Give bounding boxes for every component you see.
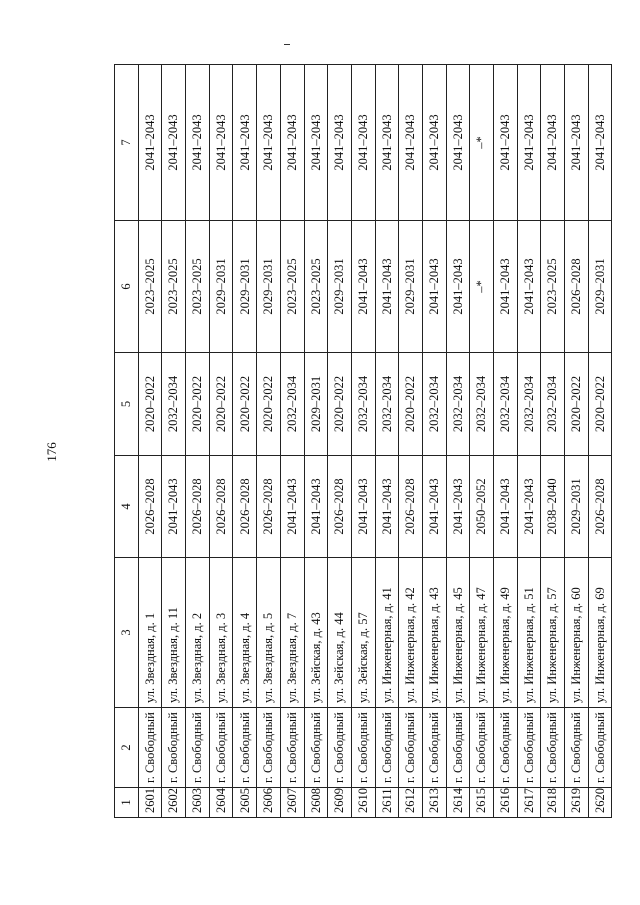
cell-period-col-5: 2020–2022 xyxy=(233,353,257,456)
column-header-5: 5 xyxy=(115,353,139,456)
cell-period-col-5: 2020–2022 xyxy=(565,353,589,456)
table-body xyxy=(138,65,612,818)
cell-period-col-5: 2020–2022 xyxy=(588,353,612,456)
register-table xyxy=(114,64,612,818)
cell-period-col-7: 2041–2043 xyxy=(138,65,162,221)
cell-row-number: 2613 xyxy=(422,788,446,818)
cell-settlement: г. Свободный xyxy=(541,708,565,788)
cell-period-col-7: 2041–2043 xyxy=(446,65,470,221)
cell-settlement: г. Свободный xyxy=(209,708,233,788)
table-row xyxy=(375,65,399,818)
cell-period-col-6: 2041–2043 xyxy=(517,221,541,353)
cell-settlement: г. Свободный xyxy=(233,708,257,788)
cell-settlement: г. Свободный xyxy=(304,708,328,788)
cell-period-col-5: 2032–2034 xyxy=(162,353,186,456)
table-row xyxy=(328,65,352,818)
table-row xyxy=(138,65,162,818)
cell-address: ул. Зейская, д. 44 xyxy=(328,558,352,708)
cell-period-col-4: 2041–2043 xyxy=(304,456,328,558)
cell-period-col-4: 2029–2031 xyxy=(565,456,589,558)
cell-period-col-7: 2041–2043 xyxy=(494,65,518,221)
cell-row-number: 2616 xyxy=(494,788,518,818)
cell-settlement: г. Свободный xyxy=(257,708,281,788)
table-row xyxy=(470,65,494,818)
cell-period-col-5: 2032–2034 xyxy=(375,353,399,456)
cell-period-col-6: 2023–2025 xyxy=(541,221,565,353)
cell-period-col-7: 2041–2043 xyxy=(422,65,446,221)
cell-settlement: г. Свободный xyxy=(494,708,518,788)
cell-address: ул. Инженерная, д. 57 xyxy=(541,558,565,708)
cell-address: ул. Инженерная, д. 43 xyxy=(422,558,446,708)
cell-period-col-6: 2023–2025 xyxy=(162,221,186,353)
cell-settlement: г. Свободный xyxy=(422,708,446,788)
cell-row-number: 2611 xyxy=(375,788,399,818)
cell-settlement: г. Свободный xyxy=(517,708,541,788)
cell-row-number: 2604 xyxy=(209,788,233,818)
table-row xyxy=(541,65,565,818)
table-row xyxy=(351,65,375,818)
cell-period-col-5: 2032–2034 xyxy=(422,353,446,456)
cell-address: ул. Звездная, д. 11 xyxy=(162,558,186,708)
cell-period-col-5: 2032–2034 xyxy=(494,353,518,456)
cell-period-col-4: 2041–2043 xyxy=(517,456,541,558)
cell-period-col-4: 2050–2052 xyxy=(470,456,494,558)
cell-period-col-5: 2032–2034 xyxy=(541,353,565,456)
cell-settlement: г. Свободный xyxy=(162,708,186,788)
cell-row-number: 2618 xyxy=(541,788,565,818)
cell-period-col-5: 2020–2022 xyxy=(209,353,233,456)
cell-row-number: 2607 xyxy=(280,788,304,818)
cell-period-col-6: 2029–2031 xyxy=(588,221,612,353)
cell-settlement: г. Свободный xyxy=(186,708,210,788)
cell-period-col-5: 2032–2034 xyxy=(470,353,494,456)
cell-address: ул. Инженерная, д. 49 xyxy=(494,558,518,708)
cell-row-number: 2615 xyxy=(470,788,494,818)
cell-settlement: г. Свободный xyxy=(399,708,423,788)
column-header-7: 7 xyxy=(115,65,139,221)
cell-period-col-5: 2032–2034 xyxy=(446,353,470,456)
cell-period-col-5: 2020–2022 xyxy=(328,353,352,456)
cell-settlement: г. Свободный xyxy=(588,708,612,788)
cell-period-col-5: 2032–2034 xyxy=(280,353,304,456)
register-table-container xyxy=(114,65,607,818)
cell-row-number: 2608 xyxy=(304,788,328,818)
table-header-row xyxy=(115,65,139,818)
cell-address: ул. Инженерная, д. 69 xyxy=(588,558,612,708)
cell-row-number: 2620 xyxy=(588,788,612,818)
cell-period-col-4: 2041–2043 xyxy=(422,456,446,558)
cell-row-number: 2605 xyxy=(233,788,257,818)
table-row xyxy=(233,65,257,818)
cell-period-col-6: 2041–2043 xyxy=(351,221,375,353)
cell-settlement: г. Свободный xyxy=(446,708,470,788)
cell-address: ул. Звездная, д. 4 xyxy=(233,558,257,708)
cell-period-col-4: 2041–2043 xyxy=(375,456,399,558)
cell-row-number: 2612 xyxy=(399,788,423,818)
cell-period-col-7: 2041–2043 xyxy=(588,65,612,221)
table-row xyxy=(517,65,541,818)
cell-row-number: 2610 xyxy=(351,788,375,818)
cell-address: ул. Звездная, д. 7 xyxy=(280,558,304,708)
cell-period-col-6: 2041–2043 xyxy=(494,221,518,353)
column-header-4: 4 xyxy=(115,456,139,558)
cell-period-col-7: 2041–2043 xyxy=(565,65,589,221)
cell-address: ул. Инженерная, д. 42 xyxy=(399,558,423,708)
cell-period-col-7: 2041–2043 xyxy=(517,65,541,221)
margin-dash-mark xyxy=(284,44,290,45)
cell-period-col-6: 2029–2031 xyxy=(399,221,423,353)
cell-period-col-4: 2041–2043 xyxy=(351,456,375,558)
cell-row-number: 2606 xyxy=(257,788,281,818)
cell-period-col-4: 2026–2028 xyxy=(233,456,257,558)
cell-period-col-5: 2032–2034 xyxy=(351,353,375,456)
cell-period-col-7: 2041–2043 xyxy=(328,65,352,221)
cell-settlement: г. Свободный xyxy=(280,708,304,788)
column-header-3: 3 xyxy=(115,558,139,708)
cell-period-col-4: 2041–2043 xyxy=(162,456,186,558)
cell-row-number: 2617 xyxy=(517,788,541,818)
cell-period-col-4: 2026–2028 xyxy=(186,456,210,558)
cell-address: ул. Зейская, д. 57 xyxy=(351,558,375,708)
cell-address: ул. Инженерная, д. 51 xyxy=(517,558,541,708)
cell-period-col-7: 2041–2043 xyxy=(541,65,565,221)
cell-period-col-6: 2023–2025 xyxy=(186,221,210,353)
cell-period-col-5: 2032–2034 xyxy=(517,353,541,456)
table-row xyxy=(209,65,233,818)
cell-period-col-6: 2029–2031 xyxy=(257,221,281,353)
cell-period-col-6: 2029–2031 xyxy=(233,221,257,353)
cell-period-col-7: 2041–2043 xyxy=(257,65,281,221)
cell-settlement: г. Свободный xyxy=(565,708,589,788)
cell-address: ул. Звездная, д. 1 xyxy=(138,558,162,708)
column-header-2: 2 xyxy=(115,708,139,788)
cell-period-col-4: 2026–2028 xyxy=(138,456,162,558)
cell-period-col-7: 2041–2043 xyxy=(351,65,375,221)
cell-address: ул. Инженерная, д. 45 xyxy=(446,558,470,708)
cell-period-col-4: 2026–2028 xyxy=(588,456,612,558)
page-number: 176 xyxy=(44,442,59,462)
column-header-1: 1 xyxy=(115,788,139,818)
cell-period-col-7: 2041–2043 xyxy=(233,65,257,221)
cell-period-col-5: 2020–2022 xyxy=(138,353,162,456)
cell-period-col-4: 2026–2028 xyxy=(257,456,281,558)
cell-period-col-4: 2038–2040 xyxy=(541,456,565,558)
cell-row-number: 2609 xyxy=(328,788,352,818)
table-row xyxy=(446,65,470,818)
cell-row-number: 2603 xyxy=(186,788,210,818)
cell-period-col-4: 2041–2043 xyxy=(280,456,304,558)
table-row xyxy=(399,65,423,818)
cell-period-col-4: 2041–2043 xyxy=(494,456,518,558)
cell-settlement: г. Свободный xyxy=(351,708,375,788)
cell-period-col-7: 2041–2043 xyxy=(280,65,304,221)
cell-address: ул. Инженерная, д. 47 xyxy=(470,558,494,708)
cell-period-col-4: 2026–2028 xyxy=(328,456,352,558)
cell-period-col-7: 2041–2043 xyxy=(209,65,233,221)
cell-period-col-7: 2041–2043 xyxy=(375,65,399,221)
table-row xyxy=(280,65,304,818)
cell-period-col-6: 2041–2043 xyxy=(422,221,446,353)
cell-period-col-6: 2023–2025 xyxy=(280,221,304,353)
cell-settlement: г. Свободный xyxy=(138,708,162,788)
cell-settlement: г. Свободный xyxy=(375,708,399,788)
cell-period-col-6: –* xyxy=(470,221,494,353)
cell-address: ул. Инженерная, д. 41 xyxy=(375,558,399,708)
table-row xyxy=(162,65,186,818)
cell-settlement: г. Свободный xyxy=(470,708,494,788)
table-row xyxy=(494,65,518,818)
table-row xyxy=(186,65,210,818)
cell-period-col-4: 2026–2028 xyxy=(209,456,233,558)
cell-address: ул. Звездная, д. 2 xyxy=(186,558,210,708)
table-row xyxy=(257,65,281,818)
cell-period-col-5: 2020–2022 xyxy=(399,353,423,456)
cell-row-number: 2602 xyxy=(162,788,186,818)
cell-address: ул. Звездная, д. 3 xyxy=(209,558,233,708)
cell-period-col-7: 2041–2043 xyxy=(162,65,186,221)
cell-period-col-6: 2023–2025 xyxy=(138,221,162,353)
cell-period-col-7: 2041–2043 xyxy=(399,65,423,221)
table-row xyxy=(588,65,612,818)
cell-period-col-5: 2029–2031 xyxy=(304,353,328,456)
cell-period-col-5: 2020–2022 xyxy=(257,353,281,456)
cell-period-col-4: 2041–2043 xyxy=(446,456,470,558)
cell-address: ул. Звездная, д. 5 xyxy=(257,558,281,708)
table-row xyxy=(565,65,589,818)
cell-period-col-4: 2026–2028 xyxy=(399,456,423,558)
cell-row-number: 2614 xyxy=(446,788,470,818)
cell-period-col-6: 2041–2043 xyxy=(375,221,399,353)
cell-settlement: г. Свободный xyxy=(328,708,352,788)
cell-period-col-7: 2041–2043 xyxy=(186,65,210,221)
cell-period-col-6: 2041–2043 xyxy=(446,221,470,353)
cell-period-col-6: 2023–2025 xyxy=(304,221,328,353)
cell-period-col-6: 2029–2031 xyxy=(209,221,233,353)
cell-address: ул. Инженерная, д. 60 xyxy=(565,558,589,708)
table-row xyxy=(304,65,328,818)
cell-row-number: 2601 xyxy=(138,788,162,818)
table-row xyxy=(422,65,446,818)
cell-period-col-5: 2020–2022 xyxy=(186,353,210,456)
cell-period-col-6: 2029–2031 xyxy=(328,221,352,353)
cell-period-col-6: 2026–2028 xyxy=(565,221,589,353)
cell-period-col-7: 2041–2043 xyxy=(304,65,328,221)
cell-period-col-7: –* xyxy=(470,65,494,221)
column-header-6: 6 xyxy=(115,221,139,353)
cell-address: ул. Зейская, д. 43 xyxy=(304,558,328,708)
cell-row-number: 2619 xyxy=(565,788,589,818)
